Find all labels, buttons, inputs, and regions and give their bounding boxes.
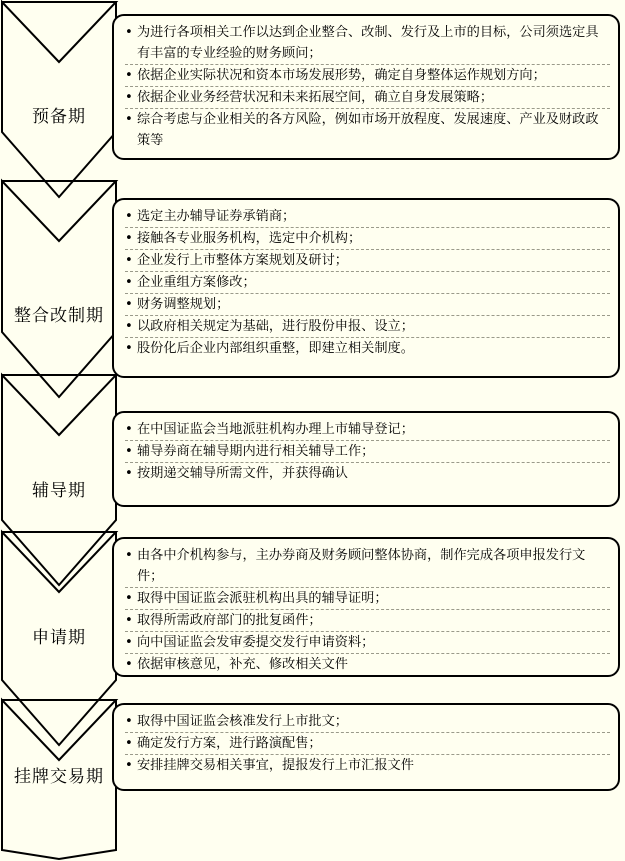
list-item: • 取得中国证监会派驻机构出具的辅导证明； [125,588,610,610]
list-item: • 在中国证监会当地派驻机构办理上市辅导登记； [125,419,610,441]
list-item: • 接触各专业服务机构，选定中介机构； [125,228,610,250]
bullet-icon: • [125,341,133,356]
list-item: • 综合考虑与企业相关的各方风险，例如市场开放程度、发展速度、产业及财政政策等 [125,109,610,151]
list-item: • 选定主办辅导证券承销商； [125,206,610,228]
list-item: • 财务调整规划； [125,294,610,316]
list-item: • 辅导券商在辅导期内进行相关辅导工作； [125,441,610,463]
list-item: • 企业发行上市整体方案规划及研讨； [125,250,610,272]
bullet-icon: • [125,231,133,246]
bullet-icon: • [125,613,133,628]
bullet-icon: • [125,657,133,672]
stage-5-label: 挂牌交易期 [14,767,104,787]
bullet-icon: • [125,319,133,334]
bullet-icon: • [125,253,133,268]
list-item: • 取得中国证监会核准发行上市批文； [125,711,610,733]
list-item: • 以政府相关规定为基础，进行股份申报、设立； [125,316,610,338]
bullet-icon: • [125,736,133,751]
bullet-icon: • [125,25,133,40]
stage-1-box [112,14,620,160]
stage-2-label: 整合改制期 [14,306,104,326]
stage-4-box [112,537,620,677]
stage-3-label: 辅导期 [32,481,86,501]
bullet-icon: • [125,444,133,459]
list-item: • 由各中介机构参与，主办券商及财务顾问整体协商，制作完成各项申报发行文件； [125,545,610,588]
list-item: • 按期递交辅导所需文件，并获得确认 [125,463,610,484]
bullet-icon: • [125,68,133,83]
list-item: • 为进行各项相关工作以达到企业整合、改制、发行及上市的目标，公司须选定具有丰富的专业经验的财务顾问； [125,22,610,65]
list-item: • 取得所需政府部门的批复函件； [125,610,610,632]
chevron-stage-2 [2,181,116,397]
bullet-icon: • [125,422,133,437]
chevron-stage-1 [2,2,116,197]
bullet-icon: • [125,297,133,312]
bullet-icon: • [125,275,133,290]
stage-2-box [112,198,620,378]
bullet-icon: • [125,591,133,606]
bullet-icon: • [125,466,133,481]
list-item: • 向中国证监会发审委提交发行申请资料； [125,632,610,654]
stage-3-box [112,411,620,507]
list-item: • 安排挂牌交易相关事宜，提报发行上市汇报文件 [125,755,610,776]
stage-4-label: 申请期 [32,628,86,648]
bullet-icon: • [125,209,133,224]
list-item: • 依据审核意见，补充、修改相关文件 [125,654,610,675]
bullet-icon: • [125,112,133,127]
list-item: • 股份化后企业内部组织重整，即建立相关制度。 [125,338,610,359]
list-item: • 依据企业业务经营状况和未来拓展空间，确立自身发展策略； [125,87,610,109]
bullet-icon: • [125,90,133,105]
list-item: • 确定发行方案，进行路演配售； [125,733,610,755]
bullet-icon: • [125,548,133,563]
bullet-icon: • [125,635,133,650]
bullet-icon: • [125,714,133,729]
bullet-icon: • [125,758,133,773]
list-item: • 依据企业实际状况和资本市场发展形势，确定自身整体运作规划方向； [125,65,610,87]
stage-5-box [112,703,620,791]
stage-1-label: 预备期 [32,107,86,127]
list-item: • 企业重组方案修改； [125,272,610,294]
